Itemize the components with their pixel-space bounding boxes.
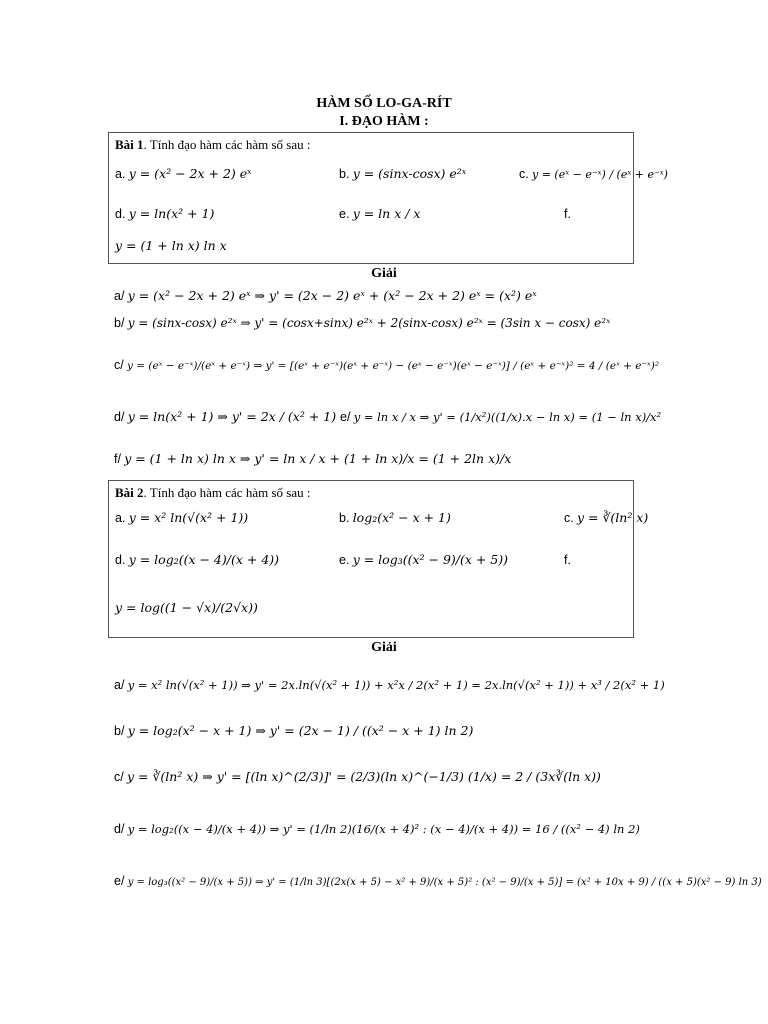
- exercise-1-item-a: a. y = (x² − 2x + 2) eˣ: [115, 166, 252, 181]
- exercise-2-item-b: b. log₂(x² − x + 1): [339, 510, 451, 525]
- solution-2-heading: Giải: [371, 640, 397, 655]
- solution-2-line-d: d/ y = log₂((x − 4)/(x + 4)) ⇒ y' = (1/ln 2)(16/(x + 4)² : (x − 4)/(x + 4)) = 16 / ((x² − 4) ln 2): [114, 822, 640, 836]
- exercise-2-prompt: . Tính đạo hàm các hàm số sau :: [143, 485, 311, 500]
- solution-1-line-c: c/ y = (eˣ − e⁻ˣ)/(eˣ + e⁻ˣ) ⇒ y' = [(eˣ + e⁻ˣ)(eˣ + e⁻ˣ) − (eˣ − e⁻ˣ)(eˣ − e⁻ˣ)] / (eˣ + e⁻ˣ)² = 4 / (eˣ + e⁻ˣ)²: [114, 358, 660, 372]
- exercise-2-box: [108, 480, 649, 638]
- solution-1-line-f: f/ y = (1 + ln x) ln x ⇒ y' = ln x / x + (1 + ln x)/x = (1 + 2ln x)/x: [114, 451, 512, 466]
- exercise-1-header: [115, 136, 310, 154]
- solution-1-heading: Giải: [371, 266, 397, 281]
- exercise-1-extra: y = (1 + ln x) ln x: [115, 238, 227, 253]
- solution-1-line-e: e/ y = ln x / x ⇒ y' = (1/x²)((1/x).x − ln x) = (1 − ln x)/x²: [340, 410, 662, 424]
- exercise-2-header: [115, 484, 310, 502]
- exercise-1-item-d: d. y = ln(x² + 1): [115, 206, 215, 221]
- solution-1-line-d: d/ y = ln(x² + 1) ⇒ y' = 2x / (x² + 1): [114, 409, 337, 424]
- exercise-2-item-f: f.: [564, 553, 571, 567]
- exercise-1-item-c: c. y = (eˣ − e⁻ˣ) / (eˣ + e⁻ˣ): [519, 167, 668, 181]
- exercise-1-box: [108, 132, 668, 264]
- exercise-2-item-a: a. y = x² ln(√(x² + 1)): [115, 510, 249, 525]
- exercise-1-prompt: . Tính đạo hàm các hàm số sau :: [143, 137, 311, 152]
- exercise-2-item-c: c. y = ∛(ln² x): [564, 510, 649, 525]
- exercise-2-item-d: d. y = log₂((x − 4)/(x + 4)): [115, 552, 280, 567]
- exercise-1-item-f: f.: [564, 207, 571, 221]
- solution-2-line-e: e/ y = log₃((x² − 9)/(x + 5)) ⇒ y' = (1/ln 3)[(2x(x + 5) − x² + 9)/(x + 5)² : (x² − 9)/(x + 5)] = (x² + 10x + 9) / ((x + 5)(x² − 9) ln 3): [114, 874, 762, 888]
- exercise-1-item-e: e. y = ln x / x: [339, 206, 421, 221]
- solution-1-line-a: a/ y = (x² − 2x + 2) eˣ ⇒ y' = (2x − 2) eˣ + (x² − 2x + 2) eˣ = (x²) eˣ: [114, 288, 537, 303]
- exercise-2-extra: y = log((1 − √x)/(2√x)): [115, 600, 258, 615]
- exercise-1-item-b: b. y = (sinx-cosx) e²ˣ: [339, 166, 467, 181]
- solution-2-line-a: a/ y = x² ln(√(x² + 1)) ⇒ y' = 2x.ln(√(x² + 1)) + x²x / 2(x² + 1) = 2x.ln(√(x² + 1)) + x³ / 2(x² + 1): [114, 678, 665, 692]
- exercise-2-heading: Bài 2: [115, 485, 144, 500]
- solution-2-line-c: c/ y = ∛(ln² x) ⇒ y' = [(ln x)^(2/3)]' = (2/3)(ln x)^(−1/3) (1/x) = 2 / (3x∛(ln x)): [114, 769, 601, 784]
- exercise-2-item-e: e. y = log₃((x² − 9)/(x + 5)): [339, 552, 509, 567]
- document-title: HÀM SỐ LO-GA-RÍT: [316, 96, 452, 111]
- solution-2-line-b: b/ y = log₂(x² − x + 1) ⇒ y' = (2x − 1) / ((x² − x + 1) ln 2): [114, 723, 474, 738]
- solution-1-line-b: b/ y = (sinx-cosx) e²ˣ ⇒ y' = (cosx+sinx) e²ˣ + 2(sinx-cosx) e²ˣ = (3sin x − cosx) e²ˣ: [114, 316, 611, 330]
- section-title: I. ĐẠO HÀM :: [339, 114, 429, 129]
- exercise-1-heading: Bài 1: [115, 137, 144, 152]
